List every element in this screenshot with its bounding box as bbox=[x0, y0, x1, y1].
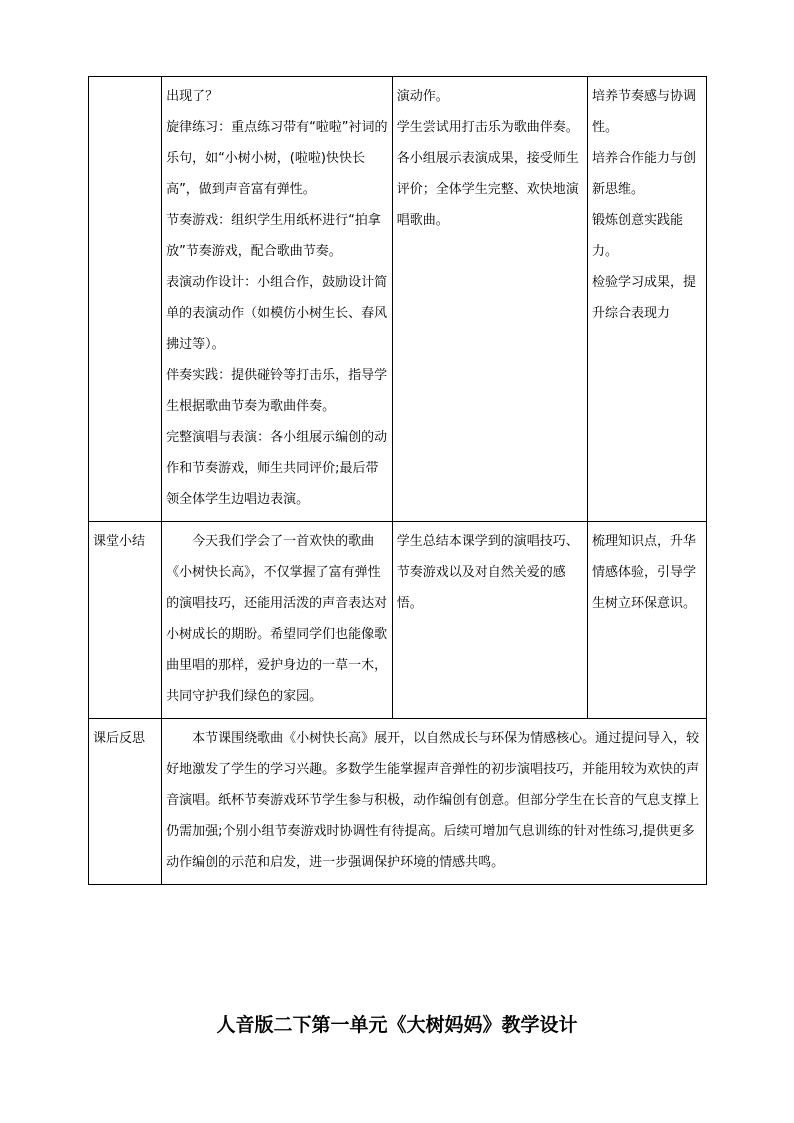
summary-teacher-text: 今天我们学会了一首欢快的歌曲《小树快长高》，不仅掌握了富有弹性的演唱技巧，还能用活泼的声音表达对小树成长的期盼。希望同学们也能像歌曲里唱的那样，爱护身边的一草一木，共同守护我们绿色的家园。 bbox=[166, 534, 388, 704]
table-row-reflection bbox=[89, 719, 707, 885]
teacher-line: 伴奏实践：提供碰铃等打击乐，指导学生根据歌曲节奏为歌曲伴奏。 bbox=[166, 368, 388, 414]
summary-intent-text: 梳理知识点，升华情感体验，引导学生树立环保意识。 bbox=[591, 534, 696, 611]
lesson-plan-table bbox=[88, 76, 707, 885]
cell-stage-label bbox=[89, 77, 162, 522]
document-title: 人音版二下第一单元《大树妈妈》教学设计 bbox=[216, 1014, 578, 1036]
teacher-line: 节奏游戏：组织学生用纸杯进行“拍拿放”节奏游戏，配合歌曲节奏。 bbox=[166, 213, 381, 259]
cell-summary-intent bbox=[587, 522, 706, 719]
intent-line: 锻炼创意实践能力。 bbox=[591, 213, 683, 259]
intent-line: 培养节奏感与协调性。 bbox=[591, 89, 696, 135]
cell-design-intent bbox=[587, 77, 706, 522]
cell-reflection-label: 课后反思 bbox=[89, 719, 162, 885]
teacher-line: 旋律练习：重点练习带有“啦啦”衬词的乐句，如“小树小树，(啦啦)快快长高”，做到声音富有弹性。 bbox=[166, 120, 388, 197]
student-line: 学生尝试用打击乐为歌曲伴奏。 bbox=[396, 120, 579, 135]
teacher-line: 完整演唱与表演：各小组展示编创的动作和节奏游戏，师生共同评价;最后带领全体学生边唱边表演。 bbox=[166, 430, 388, 507]
cell-summary-label: 课堂小结 bbox=[89, 522, 162, 719]
table-row-activities bbox=[89, 77, 707, 522]
cell-student-activities bbox=[392, 77, 587, 522]
summary-student-text: 学生总结本课学到的演唱技巧、节奏游戏以及对自然关爱的感悟。 bbox=[396, 534, 579, 611]
cell-reflection-text bbox=[162, 719, 707, 885]
reflection-text: 本节课围绕歌曲《小树快长高》展开，以自然成长与环保为情感核心。通过提问导入，较好地激发了学生的学习兴趣。多数学生能掌握声音弹性的初步演唱技巧，并能用较为欢快的声音演唱。纸杯节奏游戏环节学生参与积极，动作编创有创意。但部分学生在长音的气息支撑上仍需加强;个别小组节奏游戏时协调性有待提高。后续可增加气息训练的针对性练习,提供更多动作编创的示范和启发，进一步强调保护环境的情感共鸣。 bbox=[166, 731, 700, 870]
teacher-line: 出现了？ bbox=[166, 89, 219, 104]
student-line: 各小组展示表演成果，接受师生评价；全体学生完整、欢快地演唱歌曲。 bbox=[396, 151, 579, 228]
cell-summary-teacher bbox=[162, 522, 393, 719]
table-row-summary bbox=[89, 522, 707, 719]
intent-line: 检验学习成果，提升综合表现力 bbox=[591, 275, 696, 321]
cell-summary-student bbox=[392, 522, 587, 719]
student-line: 演动作。 bbox=[396, 89, 449, 104]
intent-line: 培养合作能力与创新思维。 bbox=[591, 151, 696, 197]
teacher-line: 表演动作设计：小组合作，鼓励设计简单的表演动作（如模仿小树生长、春风拂过等）。 bbox=[166, 275, 388, 352]
cell-teacher-activities bbox=[162, 77, 393, 522]
